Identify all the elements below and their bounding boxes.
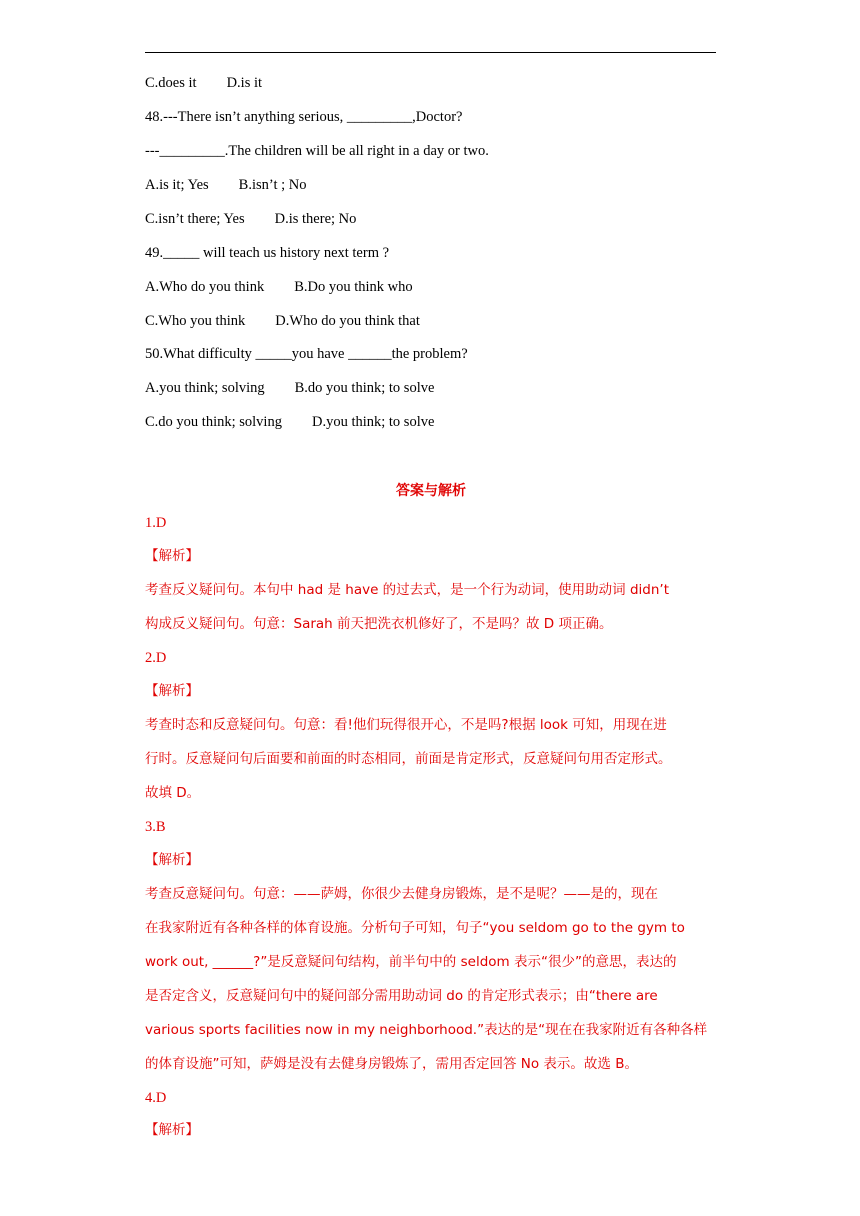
- q48-option-c: C.isn’t there; Yes: [145, 211, 245, 227]
- answer-3-line-6: 的体育设施”可知，萨姆是没有去健身房锻炼了，需用否定回答 No 表示。故选 B。: [145, 1056, 638, 1072]
- answer-1-number: 1.D: [145, 515, 167, 531]
- answer-1-line-2: 构成反义疑问句。句意：Sarah 前天把洗衣机修好了，不是吗？故 D 项正确。: [145, 616, 613, 632]
- answers-title: 答案与解析: [396, 483, 466, 499]
- answer-3-number: 3.B: [145, 819, 166, 835]
- q50-option-a: A.you think; solving: [145, 380, 265, 396]
- q47-option-d: D.is it: [226, 75, 263, 91]
- answer-3-line-3: work out, ______?”是反意疑问句结构，前半句中的 seldom 表示“很少”的意思，表达的: [145, 954, 677, 970]
- q49-options-row-1: [145, 278, 413, 296]
- q49-option-c: C.Who you think: [145, 313, 246, 329]
- q48-option-b: B.isn’t ; No: [238, 177, 307, 193]
- answer-4-number: 4.D: [145, 1090, 167, 1106]
- q50-option-c: C.do you think; solving: [145, 414, 282, 430]
- answer-2-line-1: 考查时态和反意疑问句。句意：看!他们玩得很开心，不是吗?根据 look 可知，用现在进: [145, 717, 667, 733]
- q48-stem: 48.---There isn’t anything serious, _________,Doctor?: [145, 109, 463, 125]
- answer-3-label: 【解析】: [145, 852, 199, 868]
- q47-options-row: [145, 74, 262, 92]
- q49-option-b: B.Do you think who: [294, 279, 413, 295]
- answer-3-line-5: various sports facilities now in my neighborhood.”表达的是“现在在我家附近有各种各样: [145, 1022, 708, 1038]
- q47-option-c: C.does it: [145, 75, 197, 91]
- q48-options-row-1: [145, 176, 307, 194]
- q50-options-row-1: [145, 379, 434, 397]
- answer-2-line-3: 故填 D。: [145, 785, 201, 801]
- q50-option-b: B.do you think; to solve: [294, 380, 435, 396]
- answer-3-line-1: 考查反意疑问句。句意：——萨姆，你很少去健身房锻炼，是不是呢？——是的，现在: [145, 886, 658, 902]
- answer-1-line-1: 考查反义疑问句。本句中 had 是 have 的过去式，是一个行为动词，使用助动词 didn’t: [145, 582, 670, 598]
- header-rule: [145, 52, 716, 53]
- q48-stem-response: ---_________.The children will be all right in a day or two.: [145, 143, 489, 159]
- q49-option-a: A.Who do you think: [145, 279, 265, 295]
- q50-option-d: D.you think; to solve: [311, 414, 435, 430]
- answer-2-label: 【解析】: [145, 683, 199, 699]
- answer-2-line-2: 行时。反意疑问句后面要和前面的时态相同，前面是肯定形式，反意疑问句用否定形式。: [145, 751, 672, 767]
- q48-option-a: A.is it; Yes: [145, 177, 209, 193]
- q49-option-d: D.Who do you think that: [275, 313, 420, 329]
- answer-3-line-2: 在我家附近有各种各样的体育设施。分析句子可知，句子“you seldom go to the gym to: [145, 920, 685, 936]
- answer-1-label: 【解析】: [145, 548, 199, 564]
- answer-3-line-4: 是否定含义，反意疑问句中的疑问部分需用助动词 do 的肯定形式表示；由“there are: [145, 988, 658, 1004]
- answer-4-label: 【解析】: [145, 1122, 199, 1138]
- q48-options-row-2: [145, 210, 356, 228]
- q49-options-row-2: [145, 312, 420, 330]
- answer-2-number: 2.D: [145, 650, 167, 666]
- q50-stem: 50.What difficulty _____you have ______the problem?: [145, 346, 468, 362]
- q48-option-d: D.is there; No: [274, 211, 357, 227]
- q49-stem: 49._____ will teach us history next term ?: [145, 245, 390, 261]
- q50-options-row-2: [145, 413, 434, 431]
